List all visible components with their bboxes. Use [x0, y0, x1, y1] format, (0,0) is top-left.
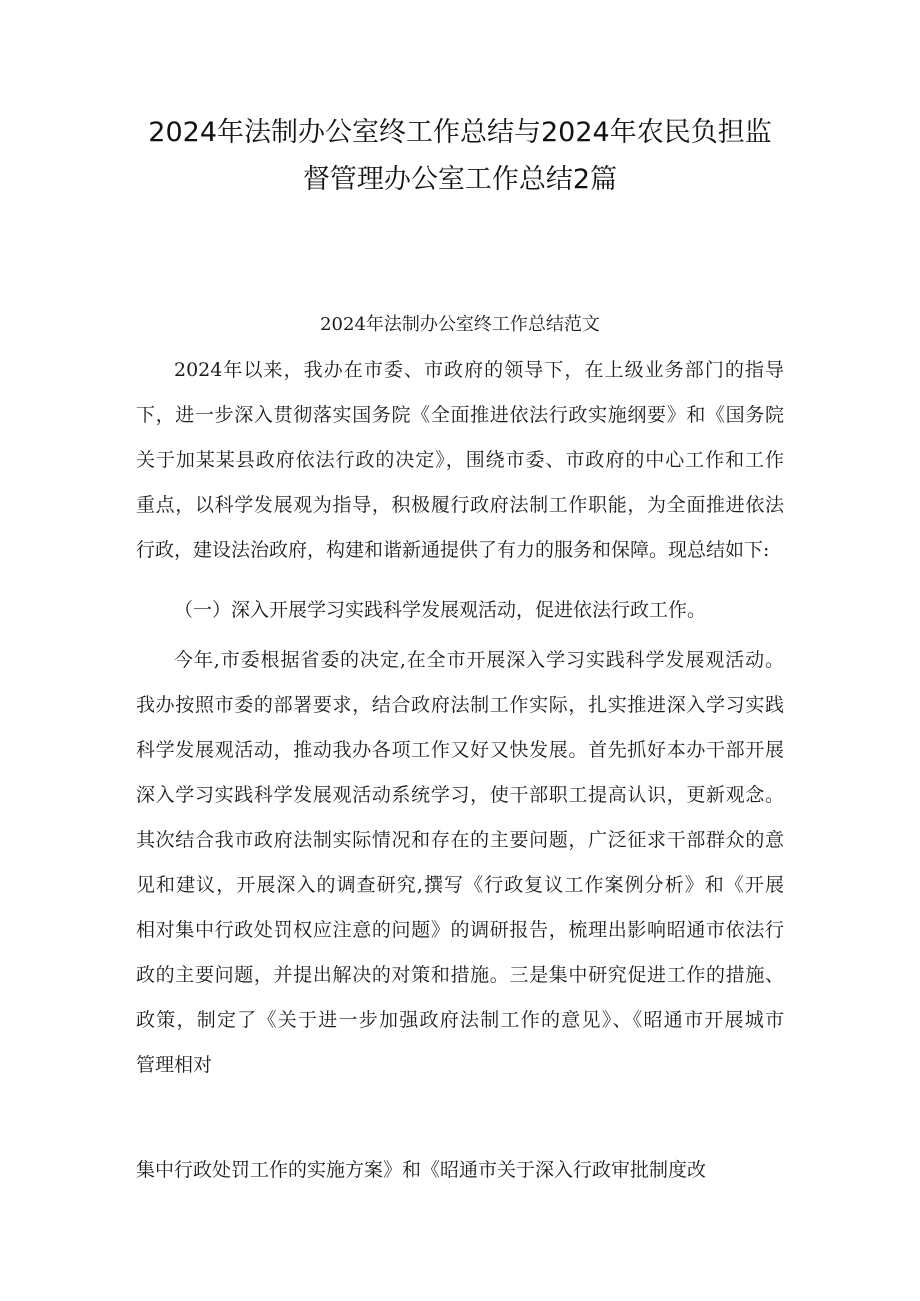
- paragraph-line: 管理相对: [136, 1054, 213, 1076]
- paragraph-line: 集中行政处罚工作的实施方案》和《昭通市关于深入行政审批制度改: [136, 1159, 707, 1181]
- paragraph-line: 行政，建设法治政府，构建和谐新通提供了有力的服务和保障。现总结如下:: [136, 539, 770, 561]
- paragraph-line: 重点，以科学发展观为指导，积极履行政府法制工作职能，为全面推进依法: [136, 494, 784, 516]
- paragraph-line: 其次结合我市政府法制实际情况和存在的主要问题，广泛征求干部群众的意: [136, 829, 784, 851]
- paragraph-line: 我办按照市委的部署要求，结合政府法制工作实际，扎实推进深入学习实践: [136, 694, 784, 716]
- paragraph-line: 见和建议，开展深入的调查研究,撰写《行政复议工作案例分析》和《开展: [136, 874, 784, 896]
- section-title: 2024年法制办公室终工作总结范文: [320, 314, 600, 335]
- paragraph-line: 政的主要问题，并提出解决的对策和措施。三是集中研究促进工作的措施、: [136, 964, 784, 986]
- paragraph-line: 相对集中行政处罚权应注意的问题》的调研报告，梳理出影响昭通市依法行: [136, 919, 784, 941]
- paragraph-line: 下，进一步深入贯彻落实国务院《全面推进依法行政实施纲要》和《国务院: [136, 404, 784, 426]
- paragraph-line: 政策，制定了《关于进一步加强政府法制工作的意见》、《昭通市开展城市: [136, 1009, 784, 1031]
- document-title-line-1: 2024年法制办公室终工作总结与2024年农民负担监: [148, 117, 772, 148]
- section-heading: （一）深入开展学习实践科学发展观活动，促进依法行政工作。: [174, 599, 707, 621]
- paragraph-line: 关于加某某县政府依法行政的决定》，围绕市委、市政府的中心工作和工作: [136, 449, 784, 471]
- paragraph-line: 今年,市委根据省委的决定,在全市开展深入学习实践科学发展观活动。: [174, 649, 784, 671]
- paragraph-line: 深入学习实践科学发展观活动系统学习，使干部职工提高认识，更新观念。: [136, 784, 784, 806]
- document-title-line-2: 督管理办公室工作总结2篇: [302, 164, 618, 195]
- paragraph-line: 2024年以来，我办在市委、市政府的领导下，在上级业务部门的指导: [174, 359, 784, 381]
- paragraph-line: 科学发展观活动，推动我办各项工作又好又快发展。首先抓好本办干部开展: [136, 739, 784, 761]
